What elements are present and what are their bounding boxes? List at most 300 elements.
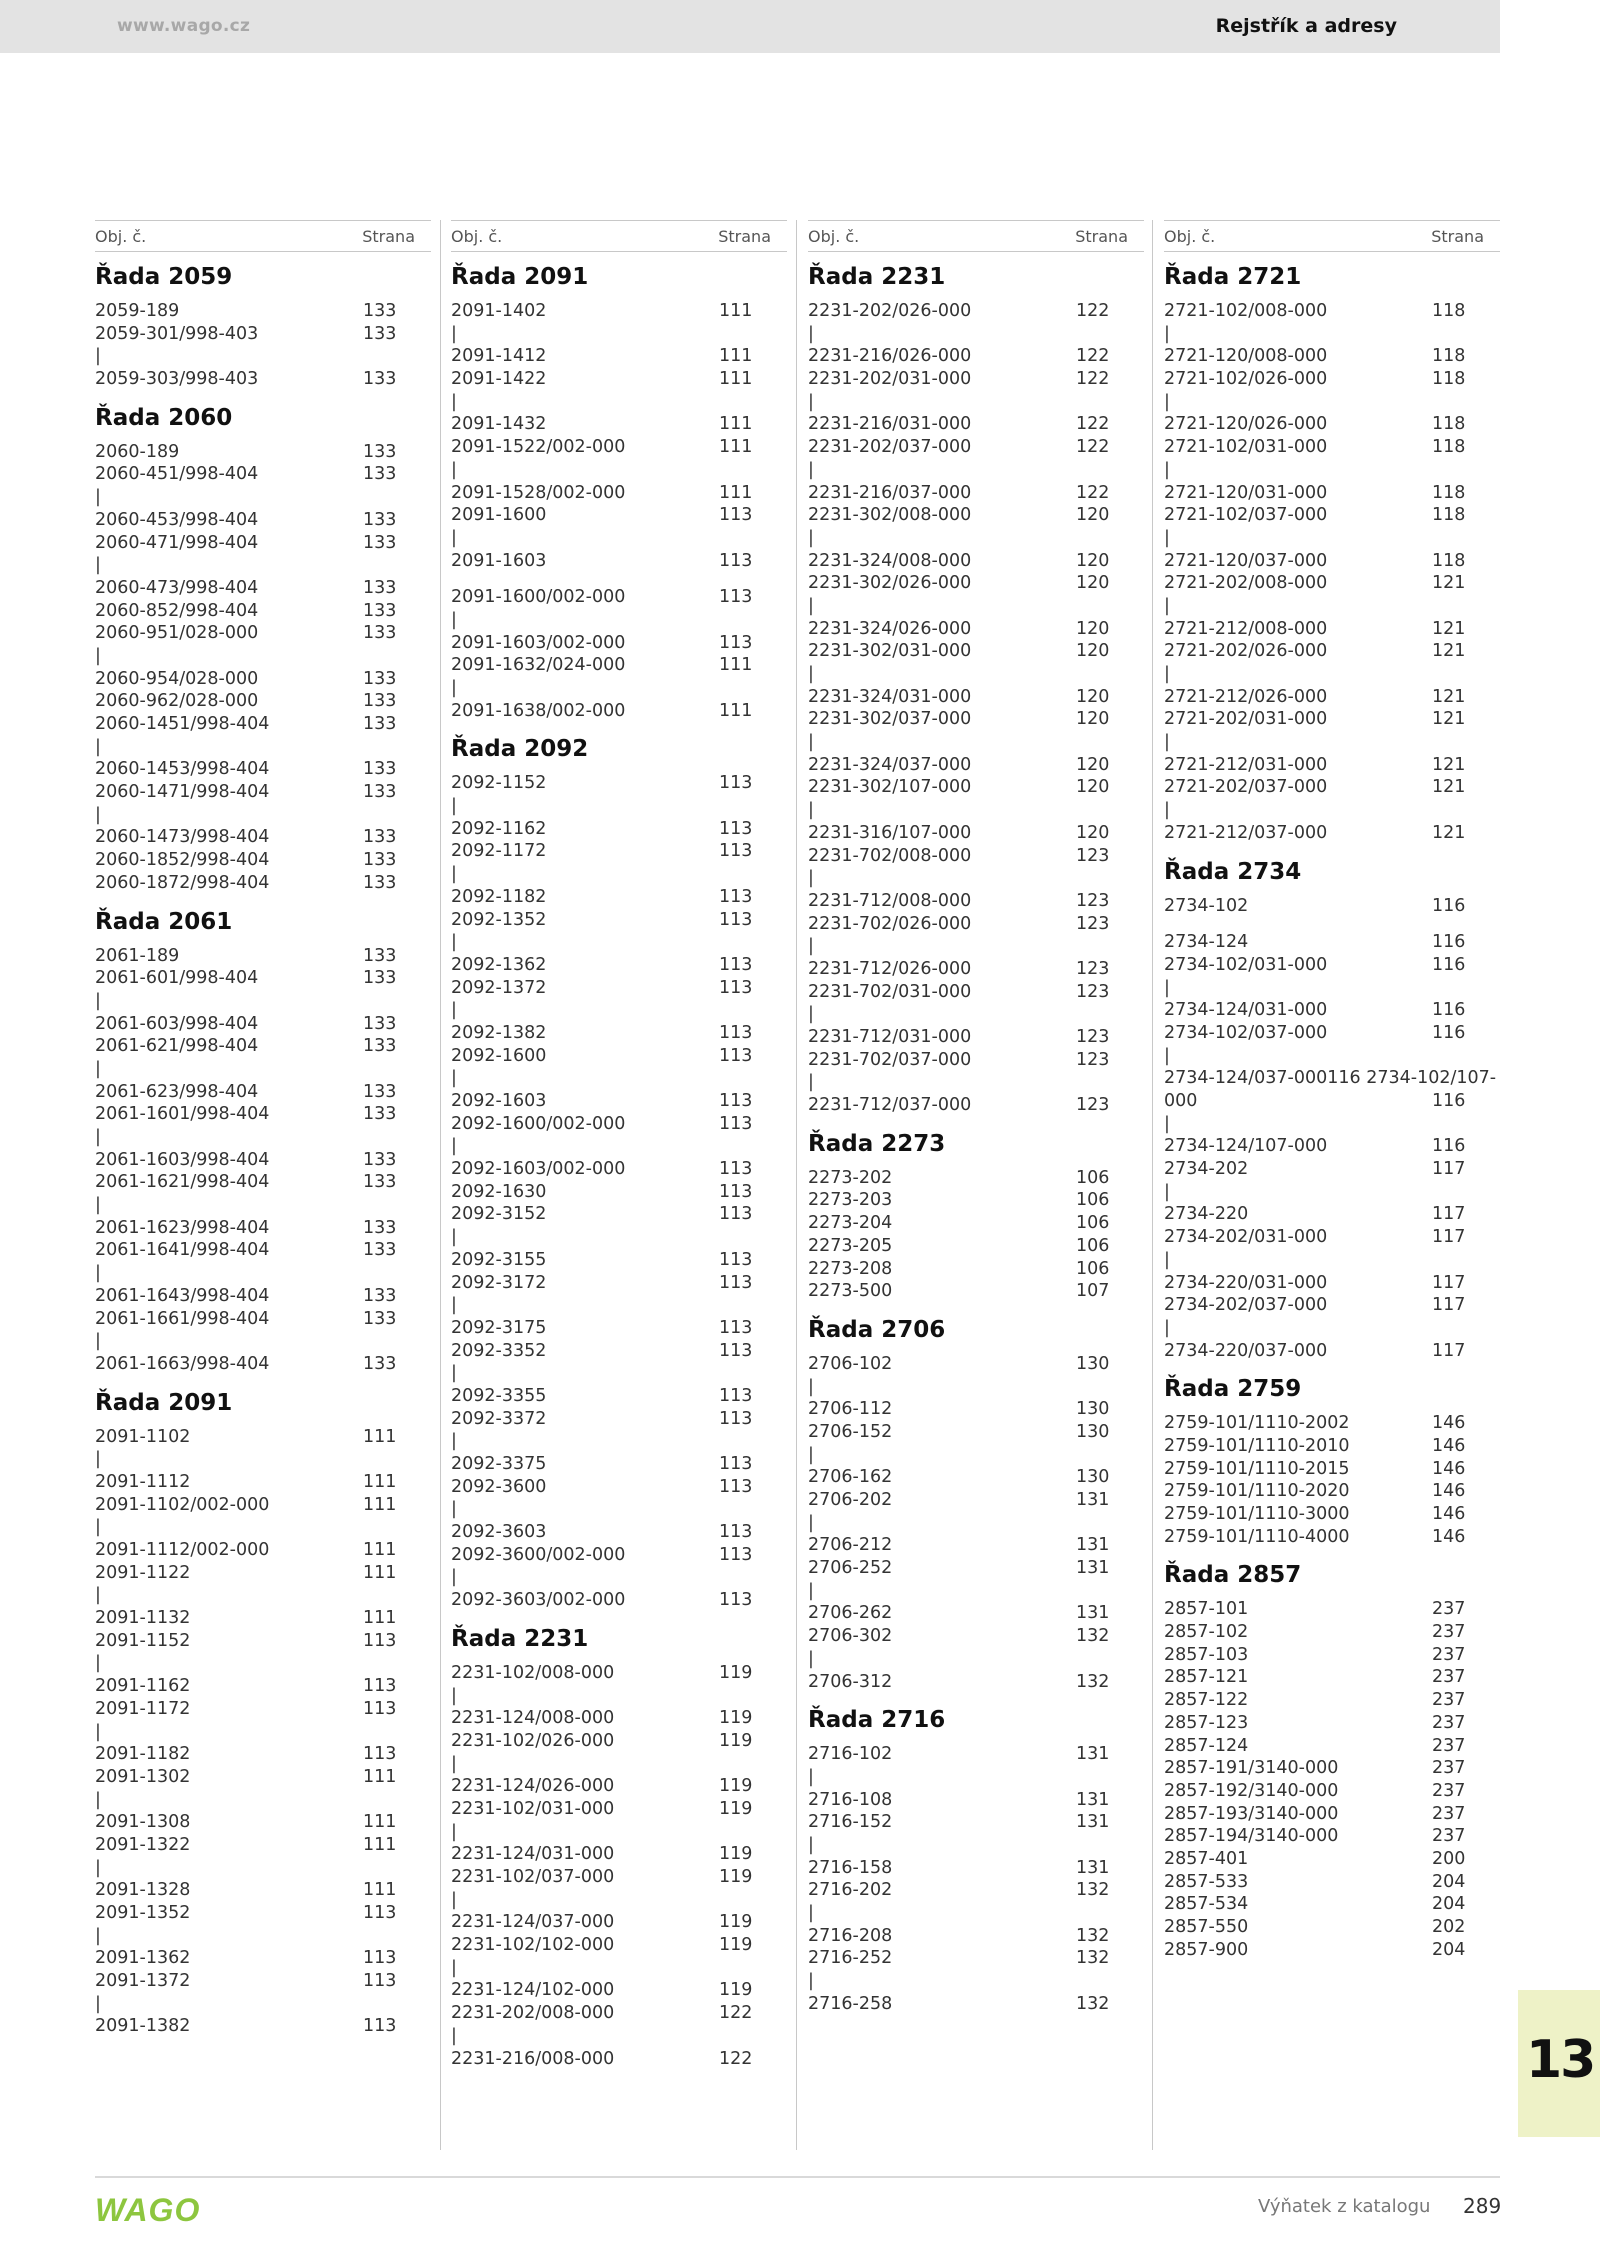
index-entry [95,1539,431,1562]
wago-logo-icon [95,2194,207,2226]
series-title: Řada 2059 [95,264,233,290]
item-number: 2231-124/031-000 [451,1844,615,1865]
page-reference: 120 [1076,550,1110,571]
page-reference: 237 [1432,1599,1466,1620]
item-number: 2273-202 [808,1167,893,1188]
index-entry [1164,1294,1500,1317]
page-reference: 116 [1432,895,1466,916]
index-entry [1164,300,1500,323]
index-entry [95,345,431,368]
page-reference: 113 [719,1317,753,1338]
item-number: 2060-1872/998-404 [95,872,270,893]
item-number: 2716-102 [808,1744,893,1765]
page-reference: 113 [363,1744,397,1765]
index-entry [95,1562,431,1585]
page-reference: 237 [1432,1622,1466,1643]
page-reference: 123 [1076,1027,1110,1047]
item-number: 2092-3175 [451,1317,547,1338]
index-entry [808,1489,1144,1512]
page-reference: 113 [719,1091,753,1111]
item-number: 2716-152 [808,1812,893,1833]
page-reference: 200 [1432,1848,1466,1869]
index-entry [451,1158,787,1181]
series-section [808,1307,1144,1693]
item-number: 2060-1451/998-404 [95,714,270,734]
item-number: | [451,609,457,630]
series-title: Řada 2231 [451,1625,589,1652]
index-entry [808,1879,1144,1902]
index-entry [451,1408,787,1431]
item-number: 2091-1308 [95,1812,191,1833]
index-entry [451,909,787,932]
index-entry [95,486,431,509]
page-reference: 118 [1432,346,1466,367]
series-title: Řada 2092 [451,736,589,763]
item-number: 2734-102/031-000 [1164,954,1328,975]
item-number: 2857-533 [1164,1871,1249,1892]
item-number: 2231-302/026-000 [808,573,972,594]
item-number: 2061-623/998-404 [95,1081,259,1102]
index-entry [95,1448,431,1471]
page-reference: 133 [363,1285,397,1306]
item-number: | [808,1580,814,1601]
index-column-4 [1164,220,1500,1965]
index-entry [1164,754,1500,777]
page-reference: 106 [1076,1258,1110,1279]
index-entry [808,845,1144,868]
chapter-tab[interactable] [1518,1990,1600,2137]
item-number: 2092-3600/002-000 [451,1544,626,1565]
item-number: 2061-189 [95,945,180,966]
index-entry [808,459,1144,482]
index-entry [808,1212,1144,1235]
item-number: 2857-192/3140-000 [1164,1780,1339,1801]
item-number: 2060-962/028-000 [95,691,259,712]
page-reference: 119 [719,1867,753,1887]
index-entry [451,700,787,723]
item-number: 2061-1623/998-404 [95,1217,270,1238]
page-reference: 106 [1076,1167,1110,1188]
index-entry [1164,1939,1500,1962]
index-entry [95,532,431,555]
index-entry [451,1067,787,1090]
page-reference: 122 [1076,437,1110,458]
index-entry [451,1249,787,1272]
page-reference: 133 [363,850,397,871]
page-reference: 202 [1432,1917,1466,1937]
item-number: 2734-102 [1164,895,1249,916]
page-reference: 131 [1076,1558,1110,1579]
index-entry [451,1775,787,1798]
index-entry [95,1058,431,1081]
item-number: | [808,1971,814,1992]
index-entry [451,1889,787,1912]
item-number: 2091-1638/002-000 [451,700,626,721]
index-entry [808,527,1144,550]
item-number: | [95,487,101,508]
page-reference: 121 [1432,641,1466,662]
page-reference: 131 [1076,1535,1110,1556]
item-number: | [95,1449,101,1470]
index-entry [808,1167,1144,1190]
index-entry [808,867,1144,890]
index-entry [808,504,1144,527]
index-entry [808,1625,1144,1648]
page-reference: 113 [719,909,753,930]
page-reference: 146 [1432,1458,1466,1479]
item-number: 2273-204 [808,1213,893,1234]
item-number: 2857-122 [1164,1690,1249,1711]
item-number: | [1164,977,1170,998]
item-number: 2092-3600 [451,1476,547,1497]
page-reference: 237 [1432,1758,1466,1779]
index-entry [808,1557,1144,1580]
index-entry [451,1294,787,1317]
index-entry [451,1340,787,1363]
item-number: 2091-1603/002-000 [451,632,626,653]
index-entry [95,1698,431,1721]
page-reference: 237 [1432,1644,1466,1665]
series-section [808,1697,1144,2015]
page-reference: 133 [363,1172,397,1193]
page-reference: 133 [363,782,397,803]
index-entry [808,890,1144,913]
page-reference: 111 [363,1880,397,1901]
item-number: | [451,1567,457,1588]
page-reference: 119 [719,1935,753,1956]
item-number: 2092-3603/002-000 [451,1590,626,1611]
page-reference: 118 [1432,482,1466,503]
index-entry [451,1798,787,1821]
index-entry [808,1258,1144,1281]
page-reference: 118 [1432,414,1466,435]
page-reference: 133 [363,301,397,321]
item-number: 2091-1132 [95,1608,191,1629]
index-entry [451,1753,787,1776]
index-entry [808,1648,1144,1671]
item-number: 2061-621/998-404 [95,1036,259,1057]
page-reference: 111 [363,1766,397,1787]
series-section [451,254,787,722]
item-number: 2091-1182 [95,1744,191,1765]
item-number: | [808,459,814,480]
page-reference: 133 [363,1081,397,1102]
index-entry [1164,1226,1500,1249]
index-entry [1164,799,1500,822]
item-number: 2231-316/107-000 [808,822,972,843]
item-number: | [95,1653,101,1674]
index-entry [1164,776,1500,799]
index-entry [1164,1598,1500,1621]
item-number: 2706-112 [808,1399,893,1420]
index-entry [95,967,431,990]
page-reference: 132 [1076,1626,1110,1647]
index-entry [451,999,787,1022]
index-entry [808,436,1144,459]
item-number: 2759-101/1110-2015 [1164,1458,1350,1479]
page-reference: 113 [719,1590,753,1611]
index-entry [451,1979,787,2002]
index-entry [1164,1272,1500,1295]
item-number: | [451,796,457,817]
series-title: Řada 2706 [808,1316,946,1343]
item-number: | [808,664,814,684]
index-entry [95,1494,431,1517]
item-number: 2231-202/037-000 [808,437,972,458]
index-entry [808,935,1144,958]
index-entry [1164,1090,1500,1113]
index-entry [1164,618,1500,641]
page-reference: 117 [1432,1295,1466,1316]
index-entry [451,391,787,414]
page-reference: 113 [719,1022,753,1043]
series-title: Řada 2759 [1164,1376,1302,1403]
wago-logo [95,2194,207,2230]
series-section [1164,1552,1500,1961]
page-reference: 133 [363,600,397,621]
index-entry [1164,708,1500,731]
page-reference: 122 [1076,414,1110,435]
index-entry [451,1934,787,1957]
index-entry [1164,1203,1500,1226]
page-reference: 113 [719,1385,753,1406]
page-reference: 116 [1432,1000,1466,1021]
page-reference: 106 [1076,1213,1110,1234]
index-entry [95,1217,431,1240]
item-number: 2060-951/028-000 [95,623,259,644]
index-entry [808,1970,1144,1993]
page-reference: 123 [1076,1095,1110,1116]
index-entry [95,1471,431,1494]
page-reference: 133 [363,509,397,530]
item-number: 2091-1362 [95,1948,191,1969]
series-title: Řada 2273 [808,1130,946,1157]
item-number: | [808,527,814,548]
column-header [808,220,1144,252]
series-title: Řada 2091 [95,1389,233,1416]
item-number: | [451,1431,457,1452]
item-number: | [95,1721,101,1742]
index-entry [451,1317,787,1340]
item-number: 2091-1112 [95,1471,191,1492]
item-number: 2721-202/037-000 [1164,777,1328,798]
index-entry [808,300,1144,323]
item-number: 2092-3372 [451,1408,547,1429]
page-reference: 113 [719,1408,753,1429]
page-reference: 113 [719,886,753,907]
index-entry [451,1843,787,1866]
index-entry [451,1453,787,1476]
item-number: | [1164,1045,1170,1066]
index-entry [95,1789,431,1812]
series-section [1164,254,1500,845]
item-number: | [451,678,457,698]
item-number: | [808,800,814,821]
page-reference: 120 [1076,573,1110,594]
item-number: | [95,1263,101,1284]
page-reference: 116 [1432,1136,1466,1157]
index-entry [808,1671,1144,1694]
index-entry [808,799,1144,822]
page-reference: 111 [363,1608,397,1629]
item-number: | [451,1499,457,1520]
item-number: 2759-101/1110-2002 [1164,1413,1350,1434]
page-reference: 133 [363,1149,397,1170]
index-entry [808,1353,1144,1376]
item-number: 2231-712/008-000 [808,890,972,911]
index-entry [808,413,1144,436]
index-entry [95,1834,431,1857]
page-reference: 113 [363,1676,397,1697]
index-entry [95,2015,431,2038]
item-number: | [1164,1113,1170,1134]
page-reference: 113 [363,1948,397,1969]
series-section [95,254,431,391]
item-number: 2091-1632/024-000 [451,655,626,676]
index-entry [95,1902,431,1925]
item-number: 2231-102/026-000 [451,1730,615,1751]
item-number: 2759-101/1110-2010 [1164,1435,1350,1456]
item-number: 2061-1641/998-404 [95,1240,270,1261]
item-number: | [95,1789,101,1810]
index-entry [451,954,787,977]
item-number: 2231-102/031-000 [451,1798,615,1819]
item-number: | [1164,1317,1170,1338]
page-reference: 133 [363,623,397,644]
item-number: 2706-162 [808,1467,893,1488]
index-entry [1164,931,1500,954]
item-number: | [808,1648,814,1669]
page-reference: 111 [363,1540,397,1560]
item-number: 2091-1422 [451,369,547,390]
index-entry [808,1743,1144,1766]
index-entry [95,781,431,804]
index-entry [1164,1435,1500,1458]
page-reference: 120 [1076,505,1110,526]
index-entry [808,1947,1144,1970]
item-number: 2092-3352 [451,1340,547,1361]
page-reference: 119 [719,1708,753,1729]
page-reference: 122 [719,2048,753,2069]
item-number: | [451,323,457,344]
item-number: 2059-189 [95,301,180,321]
index-entry [95,1171,431,1194]
index-entry [808,1071,1144,1094]
index-entry [95,1330,431,1353]
page-reference: 113 [719,1249,753,1270]
item-number: | [808,391,814,412]
item-number: 2273-203 [808,1190,893,1211]
index-entry [95,1426,431,1449]
index-entry [808,1094,1144,1117]
page-reference: 237 [1432,1780,1466,1801]
index-entry [451,2025,787,2048]
index-entry [95,1149,431,1172]
page-reference: 113 [719,550,753,571]
index-entry [451,654,787,677]
item-number: 2060-954/028-000 [95,668,259,689]
item-number: | [808,1903,814,1923]
page-reference: 120 [1076,641,1110,662]
item-number: | [808,868,814,889]
page-reference: 118 [1432,369,1466,390]
page-reference: 113 [719,1045,753,1066]
page-reference: 133 [363,691,397,712]
page-reference: 146 [1432,1526,1466,1547]
item-number: 2092-1352 [451,909,547,930]
index-entry [95,600,431,623]
column-header-page: Strana [718,227,771,246]
item-number: 2231-202/008-000 [451,2003,615,2024]
item-number: 2092-3155 [451,1249,547,1270]
column-header [95,220,431,252]
page-reference: 122 [1076,301,1110,321]
page-reference: 118 [1432,301,1466,321]
item-number: 2273-500 [808,1281,893,1302]
item-number: | [95,1058,101,1079]
page-reference: 133 [363,323,397,344]
page-reference: 204 [1432,1894,1466,1915]
item-number: 2734-124/031-000 [1164,1000,1328,1021]
page-reference: 133 [363,1217,397,1238]
page-reference: 113 [719,1340,753,1361]
item-number: 2092-1182 [451,886,547,907]
item-number: 2857-550 [1164,1917,1249,1937]
item-number: 2091-1432 [451,414,547,435]
series-title: Řada 2091 [451,264,589,290]
item-number: 2091-1302 [95,1766,191,1787]
page-reference: 121 [1432,709,1466,730]
index-entry [451,1135,787,1158]
index-entry [808,981,1144,1004]
page-reference: 121 [1432,618,1466,639]
index-entry [451,1707,787,1730]
page-reference: 131 [1076,1744,1110,1765]
index-entry [451,886,787,909]
item-number: | [451,1227,457,1248]
index-entry [808,345,1144,368]
index-entry [451,609,787,632]
page-reference: 133 [363,1104,397,1125]
item-number: 2706-212 [808,1535,893,1556]
item-number: 2060-1471/998-404 [95,782,270,803]
index-entry [95,1630,431,1653]
index-entry [1164,822,1500,845]
page-reference: 119 [719,1844,753,1865]
index-entry [451,482,787,505]
page-reference: 131 [1076,1490,1110,1510]
page-reference: 113 [719,1181,753,1202]
page-reference: 111 [719,369,753,390]
index-entry [1164,1480,1500,1503]
index-entry [451,1181,787,1204]
index-entry [95,713,431,736]
page-reference: 113 [719,1204,753,1225]
item-number: 2061-1621/998-404 [95,1172,270,1193]
page-reference: 133 [363,1308,397,1329]
item-number: 2060-1453/998-404 [95,759,270,780]
index-entry [1164,1666,1500,1689]
series-title: Řada 2060 [95,404,233,431]
item-number: 2231-216/037-000 [808,482,972,503]
index-entry [808,595,1144,618]
index-entry [95,690,431,713]
index-entry [451,863,787,886]
index-entry [451,413,787,436]
site-url[interactable]: www.wago.cz [117,16,251,36]
column-divider [796,220,797,2150]
index-entry [451,818,787,841]
